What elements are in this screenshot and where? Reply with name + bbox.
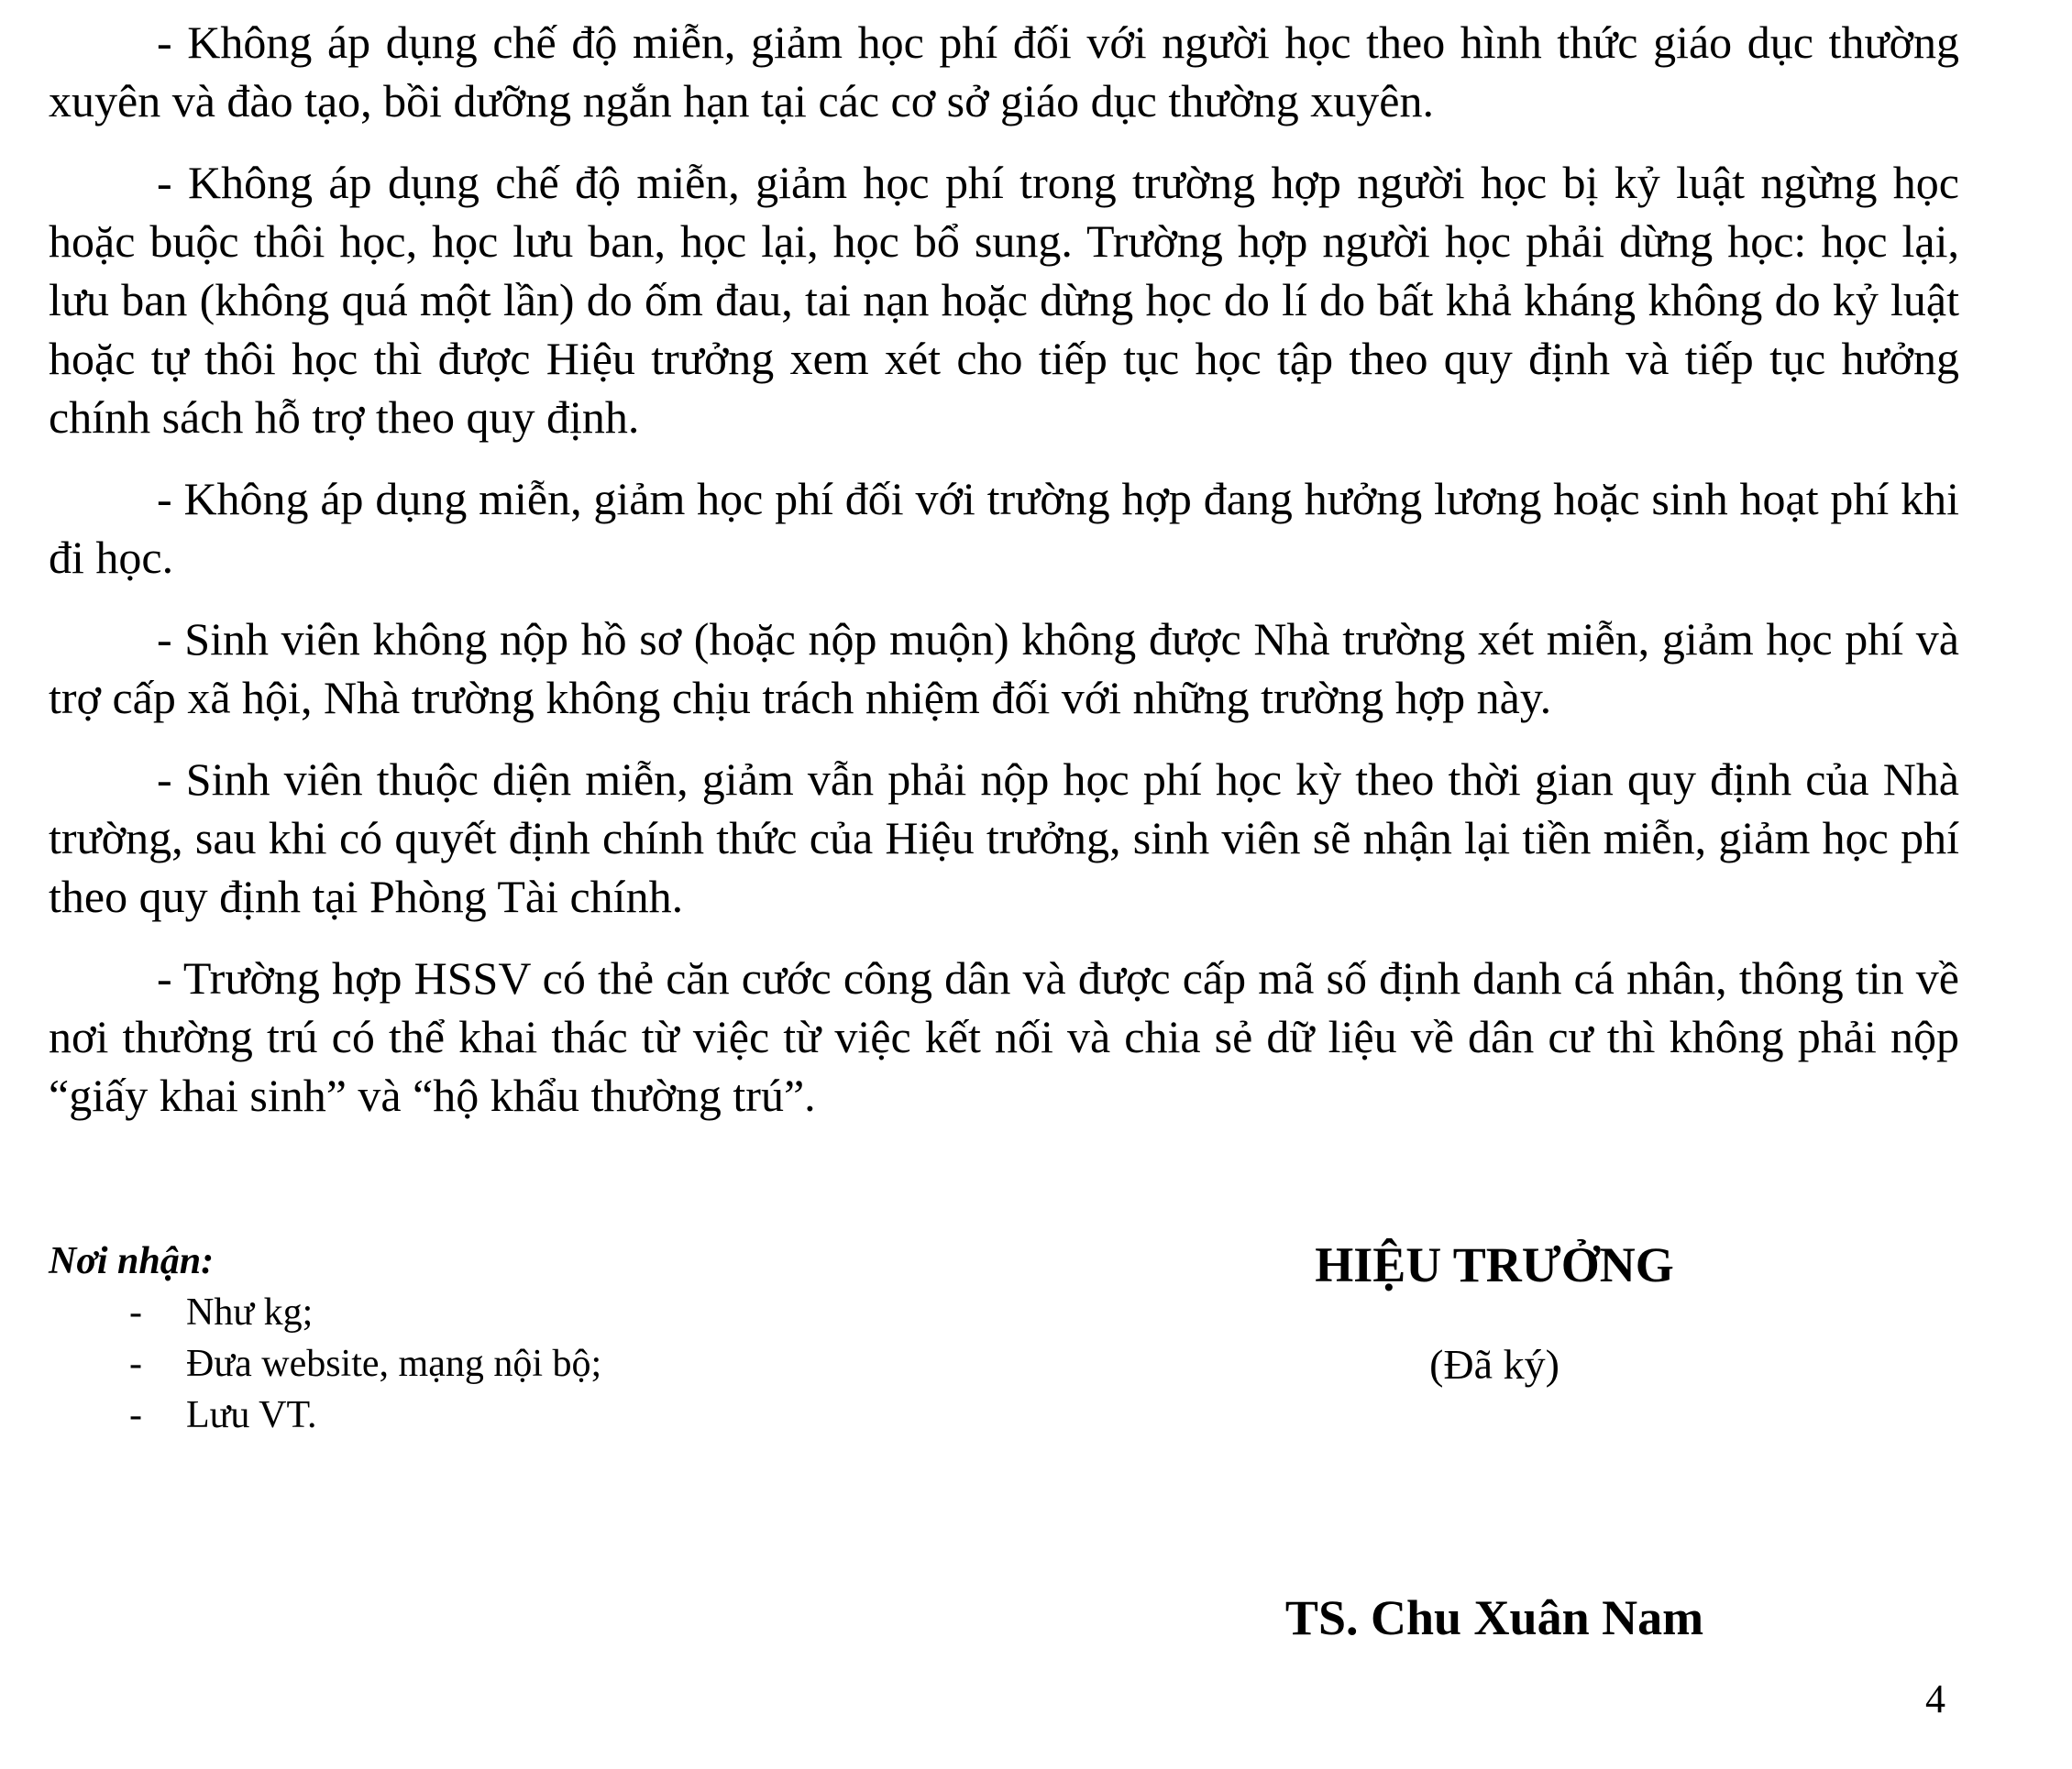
list-dash: - xyxy=(129,1343,142,1385)
paragraph-citizen-id: - Trường hợp HSSV có thẻ căn cước công dân và được cấp mã số định danh cá nhân, thông tin về nơi thường trú có thể khai thác từ việc từ việc kết nối và chia sẻ dữ liệu về dân cư thì không phải nộp “giấy khai sinh” và “hộ khẩu thường trú”. xyxy=(49,952,1959,1121)
list-dash: - xyxy=(129,1394,142,1436)
recipients-title: Nơi nhận: xyxy=(49,1240,215,1282)
list-item xyxy=(49,1338,874,1390)
paragraph-no-exemption-disciplined: - Không áp dụng chế độ miễn, giảm học phí trong trường hợp người học bị kỷ luật ngừng học hoặc buộc thôi học, học lưu ban, học lại, học bổ sung. Trường hợp người học phải dừng học: học lại, lưu ban (không quá một lần) do ốm đau, tai nạn hoặc dừng học do lí do bất khả kháng không do kỷ luật hoặc tự thôi học thì được Hiệu trưởng xem xét cho tiếp tục học tập theo quy định và tiếp tục hưởng chính sách hỗ trợ theo quy định. xyxy=(49,157,1959,443)
paragraph-tuition-refund: - Sinh viên thuộc diện miễn, giảm vẫn phải nộp học phí học kỳ theo thời gian quy định của Nhà trường, sau khi có quyết định chính thức của Hiệu trưởng, sinh viên sẽ nhận lại tiền miễn, giảm học phí theo quy định tại Phòng Tài chính. xyxy=(49,753,1959,922)
recipient-item-text: Lưu VT. xyxy=(186,1394,317,1436)
list-dash: - xyxy=(129,1291,142,1334)
signature-status: (Đã ký) xyxy=(1429,1341,1560,1388)
signature-title: HIỆU TRƯỞNG xyxy=(1315,1237,1674,1292)
paragraph-late-submission: - Sinh viên không nộp hồ sơ (hoặc nộp muộn) không được Nhà trường xét miễn, giảm học phí và trợ cấp xã hội, Nhà trường không chịu trách nhiệm đối với những trường hợp này. xyxy=(49,613,1959,723)
document-body xyxy=(49,13,1959,1148)
signature-block xyxy=(1219,1233,1769,1392)
recipient-item-text: Đưa website, mạng nội bộ; xyxy=(186,1343,602,1385)
paragraph-no-exemption-salaried: - Không áp dụng miễn, giảm học phí đối với trường hợp đang hưởng lương hoặc sinh hoạt phí khi đi học. xyxy=(49,473,1959,583)
recipient-item-text: Như kg; xyxy=(186,1291,314,1334)
signer-name: TS. Chu Xuân Nam xyxy=(1284,1590,1704,1645)
recipients-list xyxy=(49,1287,874,1441)
list-item xyxy=(49,1287,874,1338)
paragraph-no-exemption-continuing-education: - Không áp dụng chế độ miễn, giảm học phí đối với người học theo hình thức giáo dục thường xuyên và đào tạo, bồi dưỡng ngắn hạn tại các cơ sở giáo dục thường xuyên. xyxy=(49,16,1959,126)
list-item xyxy=(49,1390,874,1441)
page-number: 4 xyxy=(1925,1676,1945,1721)
recipients-block xyxy=(49,1236,874,1441)
